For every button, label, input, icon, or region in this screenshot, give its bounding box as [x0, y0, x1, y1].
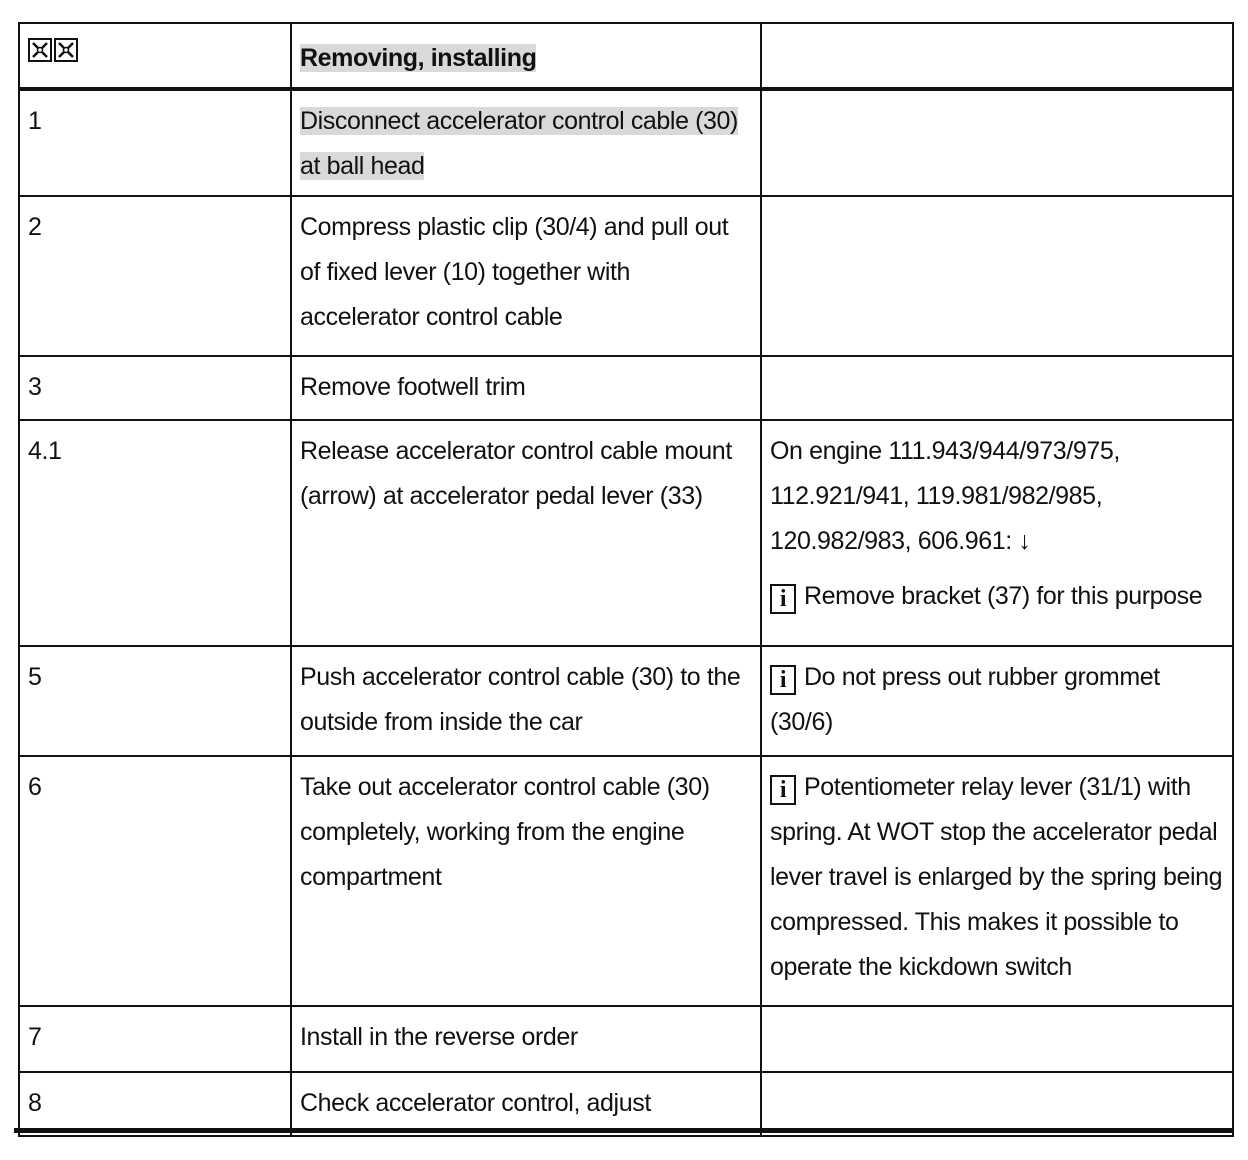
step-action: Install in the reverse order	[300, 1023, 578, 1051]
step-number: 1	[28, 107, 42, 135]
step-number: 2	[28, 213, 42, 241]
step-note	[762, 1073, 1232, 1087]
info-note-text: Potentiometer relay lever (31/1) with spring. At WOT stop the accelerator pedal lever travel is enlarged by the spring being compressed. This makes it possible to operate the kickdown switch	[770, 773, 1223, 981]
step-action: Compress plastic clip (30/4) and pull out of fixed lever (10) together with accelerator control cable	[300, 213, 729, 331]
step-number: 4.1	[28, 437, 62, 465]
info-note-text: Remove bracket (37) for this purpose	[804, 582, 1203, 610]
tool-icon	[28, 38, 78, 62]
step-action: Push accelerator control cable (30) to the outside from inside the car	[300, 663, 741, 736]
step-number: 6	[28, 773, 42, 801]
info-icon: i	[770, 665, 796, 695]
step-number: 5	[28, 663, 42, 691]
table-row	[19, 1006, 1233, 1072]
info-note	[762, 647, 1232, 751]
table-row	[19, 1072, 1233, 1136]
info-note	[762, 757, 1232, 996]
step-note	[762, 197, 1232, 211]
bottom-rule	[14, 1128, 1232, 1133]
table-row	[19, 356, 1233, 420]
header-icon-cell	[19, 23, 291, 89]
header-empty-cell	[761, 23, 1233, 89]
step-note: On engine 111.943/944/973/975, 112.921/941, 119.981/982/985, 120.982/983, 606.961: ↓	[770, 437, 1120, 555]
step-action: Release accelerator control cable mount (arrow) at accelerator pedal lever (33)	[300, 437, 732, 510]
table-header-row	[19, 23, 1233, 89]
info-note-text: Do not press out rubber grommet (30/6)	[770, 663, 1160, 736]
table-row	[19, 420, 1233, 646]
info-icon: i	[770, 584, 796, 614]
table-row	[19, 646, 1233, 756]
header-title: Removing, installing	[300, 44, 537, 72]
step-number: 7	[28, 1023, 42, 1051]
step-number: 3	[28, 373, 42, 401]
info-icon: i	[770, 775, 796, 805]
step-action: Check accelerator control, adjust	[300, 1089, 651, 1117]
step-number: 8	[28, 1089, 42, 1117]
procedure-sheet	[18, 22, 1232, 1137]
info-note	[770, 574, 1224, 619]
step-note	[762, 1007, 1232, 1021]
step-note	[762, 91, 1232, 105]
step-action: Remove footwell trim	[300, 373, 526, 401]
step-note	[762, 357, 1232, 371]
table-row	[19, 89, 1233, 196]
table-row	[19, 196, 1233, 356]
procedure-table	[18, 22, 1234, 1137]
step-action: Disconnect accelerator control cable (30) at ball head	[300, 107, 738, 180]
table-row	[19, 756, 1233, 1006]
header-title-cell	[291, 23, 761, 89]
step-action: Take out accelerator control cable (30) completely, working from the engine compartment	[300, 773, 710, 891]
